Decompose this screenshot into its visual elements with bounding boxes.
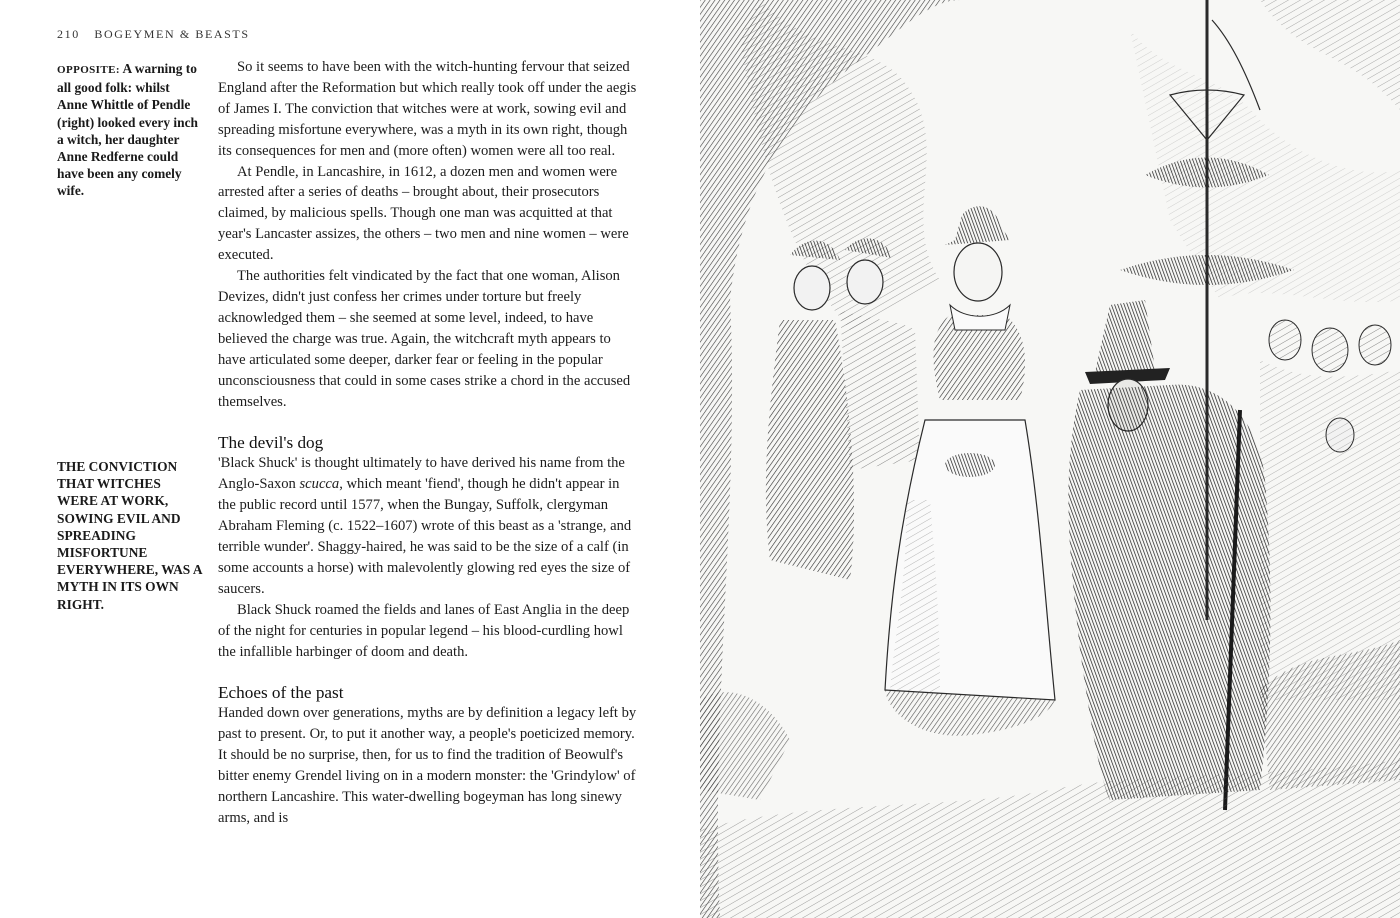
- caption-label: OPPOSITE:: [57, 64, 120, 76]
- running-head: [57, 27, 250, 42]
- text-run: 'Black Shuck' is thought ultimately to have derived his name from the Anglo-Saxon: [218, 455, 625, 493]
- text-run: , which meant 'fiend', though he didn't appear in the public record until 1577, when the Bungay, Suffolk, clergyman Abraham Fleming (c. 1522–1607) wrote of this beast as a 'strange, and terrible wunder'. Shaggy-haired, he was said to be the size of a calf (in some accounts a horse) with malevolently glowing red eyes the size of saucers.: [218, 476, 632, 597]
- section-heading: The devil's dog: [218, 433, 324, 453]
- image-caption: [57, 60, 202, 200]
- paragraph: Black Shuck roamed the fields and lanes of East Anglia in the deep of the night for centuries in popular legend – his blood-curdling howl the infallible harbinger of doom and death.: [218, 601, 630, 660]
- caption-text: A warning to all good folk: whilst Anne Whittle of Pendle (right) looked every inch a witch, her daughter Anne Redferne could have been any comely wife.: [57, 61, 198, 199]
- section-heading: Echoes of the past: [218, 683, 344, 703]
- italic-term: scucca: [299, 476, 340, 493]
- paragraph: At Pendle, in Lancashire, in 1612, a dozen men and women were arrested after a series of deaths – brought about, their prosecutors claimed, by malicious spells. Though one man was acquitted at that year's Lancaster assizes, the others – two men and nine women – were executed.: [218, 163, 629, 264]
- running-title: BOGEYMEN & BEASTS: [94, 27, 250, 41]
- paragraph: Handed down over generations, myths are by definition a legacy left by past to present. Or, to put it another way, a people's poeticized memory. It should be no surprise, then, for us to find the tradition of Beowulf's bitter enemy Grendel living on in a modern monster: the 'Grindylow' of northern Lancashire. This water-dwelling bogeyman has long sinewy arms, and is: [218, 705, 637, 826]
- paragraph: So it seems to have been with the witch-hunting fervour that seized England after the Reformation but which really took off under the aegis of James I. The conviction that witches were at work, sowing evil and spreading misfortune everywhere, was a myth in its own right, though its consequences for men and (more often) women were all too real.: [218, 59, 637, 159]
- paragraph: The authorities felt vindicated by the fact that one woman, Alison Devizes, didn't just confess her crimes under torture but freely acknowledged them – she seemed at some level, indeed, to have believed the charge was true. Again, the witchcraft myth appears to have articulated some deeper, darker fear or feeling in the popular unconsciousness that could in some cases strike a chord in the accused themselves.: [218, 268, 631, 410]
- paragraph: [218, 453, 638, 599]
- witch-engraving-image: [700, 0, 1400, 918]
- engraving-illustration: [700, 0, 1400, 918]
- body-text: [218, 57, 638, 829]
- pull-quote: THE CONVICTION THAT WITCHES WERE AT WORK, SOWING EVIL AND SPREADING MISFORTUNE EVERYWHERE, WAS A MYTH IN ITS OWN RIGHT.: [57, 459, 202, 612]
- page-number: 210: [57, 27, 80, 41]
